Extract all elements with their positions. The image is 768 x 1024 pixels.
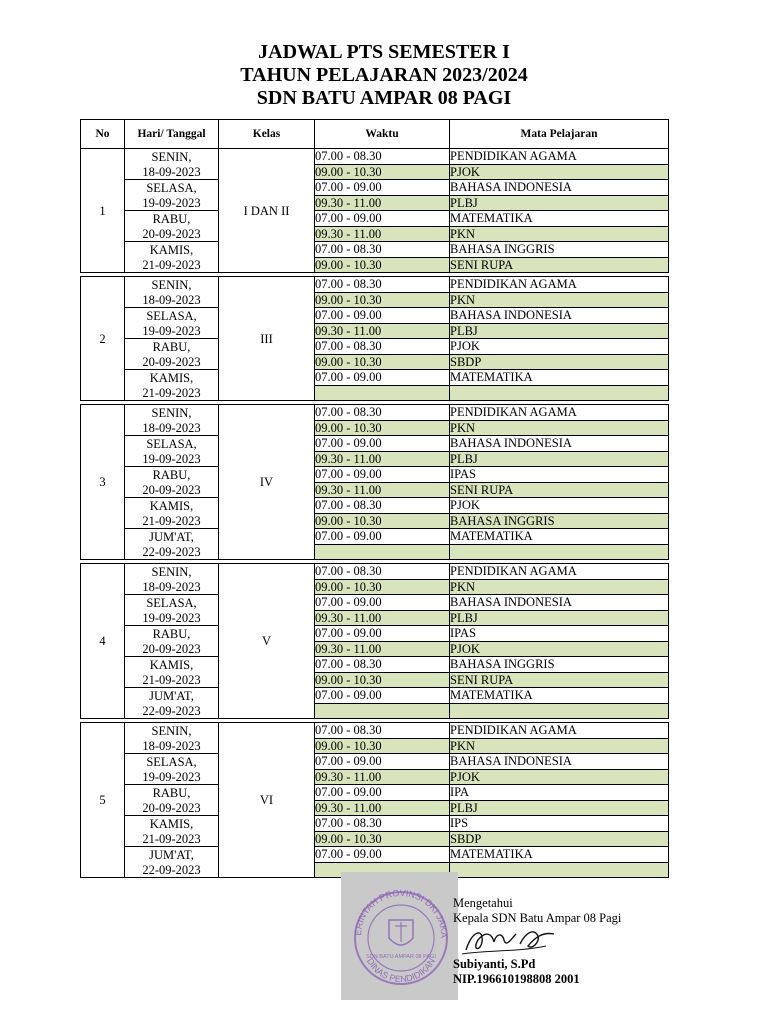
subject-cell: SENI RUPA bbox=[450, 257, 669, 273]
table-row bbox=[81, 436, 669, 452]
day-date: 22-09-2023 bbox=[125, 544, 219, 560]
time-cell: 07.00 - 08.30 bbox=[315, 657, 450, 673]
time-cell: 09.30 - 11.00 bbox=[315, 769, 450, 785]
table-row bbox=[81, 672, 669, 688]
title-line-3: SDN BATU AMPAR 08 PAGI bbox=[256, 87, 512, 109]
day-date: 18-09-2023 bbox=[125, 164, 219, 180]
table-row bbox=[81, 467, 669, 483]
time-cell: 09.30 - 11.00 bbox=[315, 641, 450, 657]
title-line-1: JADWAL PTS SEMESTER I bbox=[258, 41, 510, 63]
time-cell: 07.00 - 09.00 bbox=[315, 688, 450, 704]
table-row bbox=[81, 610, 669, 626]
row-number: 5 bbox=[81, 723, 125, 878]
day-name: KAMIS, bbox=[125, 657, 219, 673]
day-name: RABU, bbox=[125, 211, 219, 227]
header-time: Waktu bbox=[315, 120, 450, 149]
time-cell: 07.00 - 09.00 bbox=[315, 308, 450, 324]
signature-acknowledged: Mengetahui bbox=[453, 896, 513, 910]
time-cell: 07.00 - 09.00 bbox=[315, 370, 450, 386]
time-cell: 07.00 - 08.30 bbox=[315, 242, 450, 258]
seal-icon bbox=[341, 872, 458, 1000]
table-row bbox=[81, 226, 669, 242]
time-cell: 09.30 - 11.00 bbox=[315, 323, 450, 339]
day-name: SELASA, bbox=[125, 754, 219, 770]
day-date: 19-09-2023 bbox=[125, 195, 219, 211]
time-cell: 09.00 - 10.30 bbox=[315, 513, 450, 529]
day-name: KAMIS, bbox=[125, 498, 219, 514]
table-row bbox=[81, 257, 669, 273]
table-row bbox=[81, 657, 669, 673]
day-date: 20-09-2023 bbox=[125, 641, 219, 657]
subject-cell: BAHASA INDONESIA bbox=[450, 595, 669, 611]
day-name: SENIN, bbox=[125, 405, 219, 421]
subject-cell: PENDIDIKAN AGAMA bbox=[450, 277, 669, 293]
table-row bbox=[81, 626, 669, 642]
day-name: SELASA, bbox=[125, 308, 219, 324]
time-cell: 09.30 - 11.00 bbox=[315, 226, 450, 242]
day-name: JUM'AT, bbox=[125, 688, 219, 704]
table-row bbox=[81, 277, 669, 293]
table-row bbox=[81, 595, 669, 611]
time-cell: 09.00 - 10.30 bbox=[315, 831, 450, 847]
header-day-date: Hari/ Tanggal bbox=[125, 120, 219, 149]
subject-cell: PKN bbox=[450, 420, 669, 436]
day-name: SENIN, bbox=[125, 277, 219, 293]
table-row bbox=[81, 180, 669, 196]
day-date: 21-09-2023 bbox=[125, 385, 219, 401]
day-name: SENIN, bbox=[125, 723, 219, 739]
subject-cell: SBDP bbox=[450, 831, 669, 847]
time-cell: 07.00 - 08.30 bbox=[315, 277, 450, 293]
subject-cell: BAHASA INGGRIS bbox=[450, 242, 669, 258]
svg-text:DINAS PENDIDIKAN bbox=[365, 956, 437, 984]
time-cell: 09.00 - 10.30 bbox=[315, 420, 450, 436]
table-row bbox=[81, 323, 669, 339]
time-cell: 07.00 - 09.00 bbox=[315, 595, 450, 611]
time-cell: 07.00 - 09.00 bbox=[315, 467, 450, 483]
subject-cell: IPS bbox=[450, 816, 669, 832]
table-row bbox=[81, 498, 669, 514]
time-cell: 09.00 - 10.30 bbox=[315, 257, 450, 273]
time-cell: 09.30 - 11.00 bbox=[315, 482, 450, 498]
table-row bbox=[81, 405, 669, 421]
class-cell: I DAN II bbox=[219, 149, 315, 273]
subject-cell: MATEMATIKA bbox=[450, 529, 669, 545]
table-row bbox=[81, 370, 669, 386]
day-name: JUM'AT, bbox=[125, 847, 219, 863]
day-date: 19-09-2023 bbox=[125, 323, 219, 339]
subject-cell: BAHASA INDONESIA bbox=[450, 436, 669, 452]
day-date: 18-09-2023 bbox=[125, 292, 219, 308]
time-cell: 07.00 - 08.30 bbox=[315, 723, 450, 739]
subject-cell: PKN bbox=[450, 292, 669, 308]
time-cell: 09.30 - 11.00 bbox=[315, 195, 450, 211]
day-date: 21-09-2023 bbox=[125, 257, 219, 273]
school-stamp bbox=[341, 872, 458, 1000]
table-row bbox=[81, 769, 669, 785]
day-date: 20-09-2023 bbox=[125, 354, 219, 370]
table-row bbox=[81, 482, 669, 498]
stamp-text-top: ERINTAH PROVINSI DKI JAKA bbox=[352, 887, 450, 939]
time-cell: 07.00 - 09.00 bbox=[315, 626, 450, 642]
table-row bbox=[81, 847, 669, 863]
subject-cell: PENDIDIKAN AGAMA bbox=[450, 405, 669, 421]
time-cell bbox=[315, 703, 450, 719]
subject-cell: PENDIDIKAN AGAMA bbox=[450, 149, 669, 165]
header-no: No bbox=[81, 120, 125, 149]
time-cell bbox=[315, 544, 450, 560]
table-row bbox=[81, 513, 669, 529]
day-date: 22-09-2023 bbox=[125, 862, 219, 878]
time-cell: 09.00 - 10.30 bbox=[315, 672, 450, 688]
subject-cell bbox=[450, 703, 669, 719]
time-cell: 09.00 - 10.30 bbox=[315, 292, 450, 308]
day-name: SENIN, bbox=[125, 149, 219, 165]
table-row bbox=[81, 354, 669, 370]
table-row bbox=[81, 149, 669, 165]
time-cell: 09.30 - 11.00 bbox=[315, 800, 450, 816]
day-date: 20-09-2023 bbox=[125, 800, 219, 816]
subject-cell: BAHASA INDONESIA bbox=[450, 754, 669, 770]
day-name: JUM'AT, bbox=[125, 529, 219, 545]
class-cell: VI bbox=[219, 723, 315, 878]
stamp-text-mid: SDN BATU AMPAR 08 PAGI bbox=[366, 954, 436, 960]
class-cell: III bbox=[219, 277, 315, 401]
table-row bbox=[81, 800, 669, 816]
subject-cell: PKN bbox=[450, 579, 669, 595]
subject-cell: PJOK bbox=[450, 641, 669, 657]
header-row bbox=[81, 120, 669, 149]
subject-cell: MATEMATIKA bbox=[450, 688, 669, 704]
table-row bbox=[81, 164, 669, 180]
subject-cell: BAHASA INGGRIS bbox=[450, 657, 669, 673]
day-date: 18-09-2023 bbox=[125, 420, 219, 436]
day-date: 20-09-2023 bbox=[125, 226, 219, 242]
class-cell: V bbox=[219, 564, 315, 719]
table-row bbox=[81, 385, 669, 401]
subject-cell: IPAS bbox=[450, 626, 669, 642]
table-row bbox=[81, 723, 669, 739]
time-cell: 07.00 - 09.00 bbox=[315, 847, 450, 863]
table-row bbox=[81, 785, 669, 801]
subject-cell: PENDIDIKAN AGAMA bbox=[450, 564, 669, 580]
time-cell: 07.00 - 09.00 bbox=[315, 529, 450, 545]
subject-cell: PJOK bbox=[450, 164, 669, 180]
subject-cell: PJOK bbox=[450, 339, 669, 355]
table-row bbox=[81, 703, 669, 719]
table-row bbox=[81, 195, 669, 211]
subject-cell bbox=[450, 544, 669, 560]
class-cell: IV bbox=[219, 405, 315, 560]
subject-cell: BAHASA INDONESIA bbox=[450, 308, 669, 324]
signature-nip: NIP.196610198808 2001 bbox=[453, 972, 580, 986]
day-name: RABU, bbox=[125, 339, 219, 355]
time-cell: 09.00 - 10.30 bbox=[315, 354, 450, 370]
subject-cell: SENI RUPA bbox=[450, 482, 669, 498]
subject-cell: SBDP bbox=[450, 354, 669, 370]
subject-cell: MATEMATIKA bbox=[450, 211, 669, 227]
subject-cell: IPA bbox=[450, 785, 669, 801]
table-row bbox=[81, 242, 669, 258]
subject-cell: PLBJ bbox=[450, 610, 669, 626]
day-date: 18-09-2023 bbox=[125, 579, 219, 595]
subject-cell: PKN bbox=[450, 226, 669, 242]
day-name: SELASA, bbox=[125, 180, 219, 196]
subject-cell: PLBJ bbox=[450, 451, 669, 467]
subject-cell: PLBJ bbox=[450, 800, 669, 816]
time-cell: 07.00 - 09.00 bbox=[315, 180, 450, 196]
day-name: RABU, bbox=[125, 467, 219, 483]
table-row bbox=[81, 816, 669, 832]
day-date: 21-09-2023 bbox=[125, 672, 219, 688]
table-row bbox=[81, 688, 669, 704]
subject-cell: BAHASA INGGRIS bbox=[450, 513, 669, 529]
table-row bbox=[81, 420, 669, 436]
time-cell: 09.00 - 10.30 bbox=[315, 164, 450, 180]
time-cell: 07.00 - 09.00 bbox=[315, 211, 450, 227]
table-row bbox=[81, 529, 669, 545]
subject-cell: IPAS bbox=[450, 467, 669, 483]
day-name: KAMIS, bbox=[125, 370, 219, 386]
handwritten-signature bbox=[458, 920, 568, 960]
table-row bbox=[81, 451, 669, 467]
time-cell: 07.00 - 08.30 bbox=[315, 149, 450, 165]
table-row bbox=[81, 641, 669, 657]
row-number: 3 bbox=[81, 405, 125, 560]
day-name: KAMIS, bbox=[125, 816, 219, 832]
day-date: 21-09-2023 bbox=[125, 513, 219, 529]
title-line-2: TAHUN PELAJARAN 2023/2024 bbox=[240, 64, 528, 86]
day-name: RABU, bbox=[125, 626, 219, 642]
row-number: 1 bbox=[81, 149, 125, 273]
subject-cell: PJOK bbox=[450, 769, 669, 785]
subject-cell: PENDIDIKAN AGAMA bbox=[450, 723, 669, 739]
time-cell bbox=[315, 385, 450, 401]
subject-cell: SENI RUPA bbox=[450, 672, 669, 688]
table-row bbox=[81, 738, 669, 754]
table-row bbox=[81, 211, 669, 227]
table-row bbox=[81, 564, 669, 580]
time-cell: 09.00 - 10.30 bbox=[315, 579, 450, 595]
day-date: 21-09-2023 bbox=[125, 831, 219, 847]
table-row bbox=[81, 292, 669, 308]
subject-cell: MATEMATIKA bbox=[450, 370, 669, 386]
day-date: 19-09-2023 bbox=[125, 451, 219, 467]
time-cell: 07.00 - 08.30 bbox=[315, 564, 450, 580]
subject-cell: BAHASA INDONESIA bbox=[450, 180, 669, 196]
day-name: SELASA, bbox=[125, 595, 219, 611]
time-cell: 07.00 - 09.00 bbox=[315, 785, 450, 801]
table-row bbox=[81, 339, 669, 355]
day-date: 22-09-2023 bbox=[125, 703, 219, 719]
signature-name: Subiyanti, S.Pd bbox=[453, 957, 536, 971]
day-name: KAMIS, bbox=[125, 242, 219, 258]
time-cell: 09.00 - 10.30 bbox=[315, 738, 450, 754]
row-number: 2 bbox=[81, 277, 125, 401]
time-cell: 09.30 - 11.00 bbox=[315, 451, 450, 467]
table-row bbox=[81, 579, 669, 595]
table-row bbox=[81, 308, 669, 324]
subject-cell: MATEMATIKA bbox=[450, 847, 669, 863]
table-row bbox=[81, 754, 669, 770]
subject-cell: PLBJ bbox=[450, 195, 669, 211]
stamp-text-bottom: DINAS PENDIDIKAN bbox=[364, 956, 438, 985]
table-row bbox=[81, 544, 669, 560]
row-number: 4 bbox=[81, 564, 125, 719]
subject-cell bbox=[450, 385, 669, 401]
subject-cell bbox=[450, 862, 669, 878]
subject-cell: PLBJ bbox=[450, 323, 669, 339]
time-cell: 07.00 - 08.30 bbox=[315, 339, 450, 355]
header-class: Kelas bbox=[219, 120, 315, 149]
time-cell: 07.00 - 08.30 bbox=[315, 405, 450, 421]
subject-cell: PKN bbox=[450, 738, 669, 754]
time-cell: 09.30 - 11.00 bbox=[315, 610, 450, 626]
day-date: 19-09-2023 bbox=[125, 610, 219, 626]
day-name: RABU, bbox=[125, 785, 219, 801]
day-date: 20-09-2023 bbox=[125, 482, 219, 498]
day-name: SENIN, bbox=[125, 564, 219, 580]
time-cell: 07.00 - 08.30 bbox=[315, 816, 450, 832]
day-date: 19-09-2023 bbox=[125, 769, 219, 785]
time-cell: 07.00 - 09.00 bbox=[315, 436, 450, 452]
day-date: 18-09-2023 bbox=[125, 738, 219, 754]
subject-cell: PJOK bbox=[450, 498, 669, 514]
signature-position: Kepala SDN Batu Ampar 08 Pagi bbox=[453, 911, 622, 925]
day-name: SELASA, bbox=[125, 436, 219, 452]
table-row bbox=[81, 831, 669, 847]
time-cell: 07.00 - 09.00 bbox=[315, 754, 450, 770]
schedule-table bbox=[80, 119, 669, 878]
header-subject: Mata Pelajaran bbox=[450, 120, 669, 149]
time-cell: 07.00 - 08.30 bbox=[315, 498, 450, 514]
